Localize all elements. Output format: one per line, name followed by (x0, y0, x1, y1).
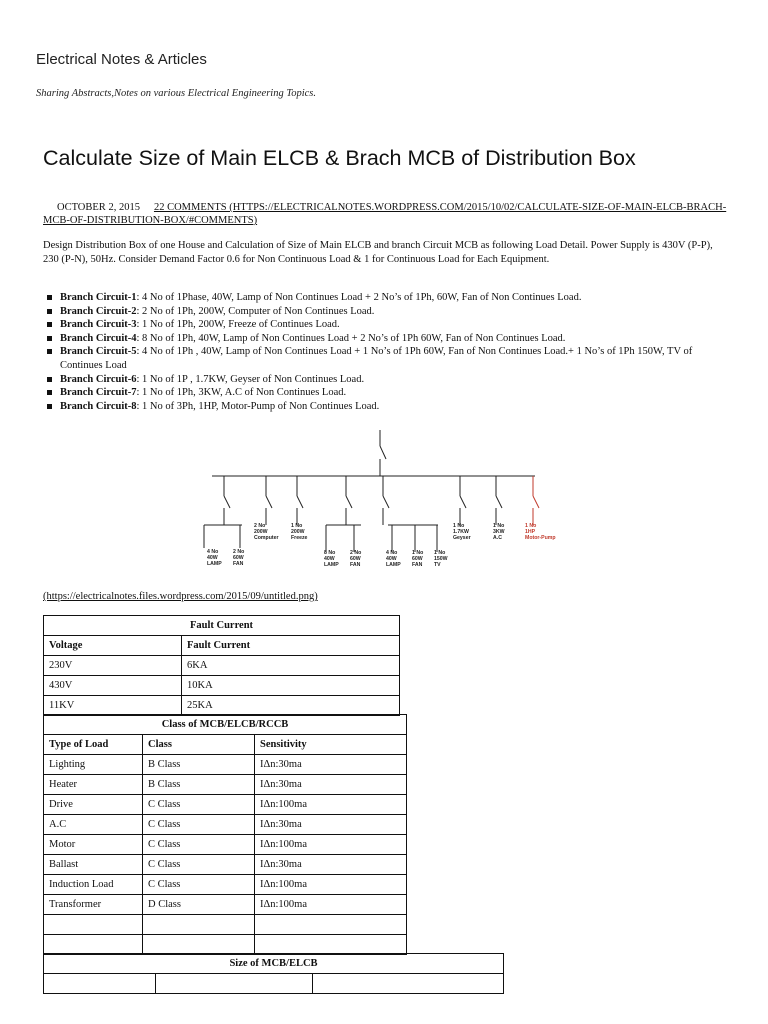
table-row (44, 656, 400, 676)
column-header: Sensitivity (255, 735, 407, 755)
table-cell: IΔn:30ma (255, 775, 407, 795)
diagram-label: Computer (254, 535, 279, 541)
diagram-label: 150W (434, 556, 448, 562)
list-item (43, 318, 723, 332)
table-cell: IΔn:30ma (255, 855, 407, 875)
distribution-box-diagram[interactable] (190, 426, 560, 581)
bullet-icon (47, 309, 52, 314)
branch-switch-line (224, 496, 230, 508)
table-cell (44, 935, 143, 955)
table-cell: C Class (143, 835, 255, 855)
table-cell: IΔn:100ma (255, 875, 407, 895)
diagram-label: 60W (233, 555, 244, 561)
circuit-text: : 4 No of 1Phase, 40W, Lamp of Non Continues Load + 2 No’s of 1Ph, 60W, Fan of Non Continues Load. (136, 292, 582, 303)
table-cell (143, 935, 255, 955)
table-cell: IΔn:100ma (255, 835, 407, 855)
diagram-label: 1.7KW (453, 529, 469, 535)
table-caption: Fault Current (44, 616, 400, 636)
table-cell: Heater (44, 775, 143, 795)
table-cell: A.C (44, 815, 143, 835)
column-header: Type of Load (44, 735, 143, 755)
table-cell: C Class (143, 795, 255, 815)
list-item (43, 291, 723, 305)
table-cell (44, 915, 143, 935)
site-title[interactable]: Electrical Notes & Articles (36, 51, 207, 68)
bullet-icon (47, 336, 52, 341)
image-link[interactable]: (https://electricalnotes.files.wordpress.com/2015/09/untitled.png) (43, 591, 318, 602)
table-cell (156, 974, 313, 994)
table-cell: IΔn:100ma (255, 895, 407, 915)
diagram-label: TV (434, 562, 441, 568)
diagram-label: FAN (412, 562, 423, 568)
circuit-label: Branch Circuit-7 (60, 387, 137, 399)
diagram-label: FAN (350, 562, 361, 568)
table-cell: Drive (44, 795, 143, 815)
table-row (44, 875, 407, 895)
branch-switch-line (346, 496, 352, 508)
circuit-label: Branch Circuit-6 (60, 373, 137, 385)
post-meta (43, 201, 733, 227)
circuit-label: Branch Circuit-2 (60, 305, 137, 317)
table-cell: Lighting (44, 755, 143, 775)
diagram-label: 4 No (207, 549, 219, 555)
circuit-text: : 1 No of 1P , 1.7KW, Geyser of Non Continues Load. (136, 373, 365, 385)
table-cell: D Class (143, 895, 255, 915)
circuit-text: : 2 No of 1Ph, 200W, Computer of Non Continues Load. (136, 305, 375, 317)
diagram-label: A.C (493, 535, 502, 541)
circuit-text: : 4 No of 1Ph , 40W, Lamp of Non Continues Load + 1 No’s of 1Ph 60W, Fan of Non Continues Load.+ 1 No’s of 1Ph 150W, TV of Continues Load (60, 346, 693, 371)
diagram-label: 1HP (525, 529, 536, 535)
branch-switch-line (496, 496, 502, 508)
diagram-label: LAMP (324, 562, 339, 568)
table-cell (255, 915, 407, 935)
diagram-label: 40W (386, 556, 397, 562)
fault-current-table (43, 615, 400, 716)
circuit-label: Branch Circuit-1 (60, 292, 137, 303)
table-cell: IΔn:30ma (255, 815, 407, 835)
table-cell: 25KA (182, 696, 400, 716)
table-cell: 6KA (182, 656, 400, 676)
mcb-class-table (43, 714, 407, 955)
diagram-label: 200W (291, 529, 305, 535)
table-row (44, 935, 407, 955)
table-row (44, 775, 407, 795)
table-cell: C Class (143, 875, 255, 895)
table-row (44, 795, 407, 815)
circuit-label: Branch Circuit-4 (60, 332, 137, 344)
table-caption: Size of MCB/ELCB (44, 954, 504, 974)
diagram-labels (207, 523, 556, 568)
table-cell: IΔn:30ma (255, 755, 407, 775)
diagram-label: 2 No (233, 549, 245, 555)
diagram-label: 1 No (453, 523, 465, 529)
circuit-text: : 1 No of 3Ph, 1HP, Motor-Pump of Non Continues Load. (136, 400, 380, 412)
circuit-label: Branch Circuit-5 (60, 346, 137, 358)
diagram-label: Geyser (453, 535, 471, 541)
bullet-icon (47, 349, 52, 354)
list-item (43, 386, 723, 400)
table-cell (313, 974, 504, 994)
diagram-label: 1 No (291, 523, 303, 529)
site-tagline: Sharing Abstracts,Notes on various Electrical Engineering Topics. (36, 88, 316, 99)
diagram-label: 2 No (254, 523, 266, 529)
table-row (44, 855, 407, 875)
branch-switch-line (383, 496, 389, 508)
branch-switch-line (533, 496, 539, 508)
diagram-label: 4 No (386, 550, 398, 556)
circuit-text: : 8 No of 1Ph, 40W, Lamp of Non Continues Load + 2 No’s of 1Ph 60W, Fan of Non Continues Load. (136, 332, 566, 344)
diagram-label: LAMP (386, 562, 401, 568)
branch-switch-line (297, 496, 303, 508)
column-header: Fault Current (182, 636, 400, 656)
table-cell (44, 974, 156, 994)
table-cell: 430V (44, 676, 182, 696)
table-cell: Motor (44, 835, 143, 855)
branch-switch-line (266, 496, 272, 508)
column-header: Class (143, 735, 255, 755)
diagram-label: Motor-Pump (525, 535, 556, 541)
diagram-label: 40W (207, 555, 218, 561)
table-cell: C Class (143, 855, 255, 875)
table-cell: 10KA (182, 676, 400, 696)
table-row (44, 696, 400, 716)
table-cell: 230V (44, 656, 182, 676)
table-row (44, 755, 407, 775)
diagram-label: LAMP (207, 561, 222, 567)
circuit-text: : 1 No of 1Ph, 200W, Freeze of Continues Load. (136, 319, 340, 331)
list-item (43, 373, 723, 387)
table-cell: 11KV (44, 696, 182, 716)
table-row (44, 895, 407, 915)
table-cell: B Class (143, 755, 255, 775)
list-item (43, 332, 723, 346)
list-item (43, 400, 723, 414)
table-cell: IΔn:100ma (255, 795, 407, 815)
circuit-label: Branch Circuit-3 (60, 319, 137, 331)
bullet-icon (47, 295, 52, 300)
circuit-text: : 1 No of 1Ph, 3KW, A.C of Non Continues Load. (136, 387, 347, 399)
branch-switch-line (460, 496, 466, 508)
table-row (44, 974, 504, 994)
table-cell: B Class (143, 775, 255, 795)
table-row (44, 835, 407, 855)
table-cell: Ballast (44, 855, 143, 875)
table-cell: C Class (143, 815, 255, 835)
circuit-label: Branch Circuit-8 (60, 400, 137, 412)
table-cell (143, 915, 255, 935)
table-caption: Class of MCB/ELCB/RCCB (44, 715, 407, 735)
bullet-icon (47, 322, 52, 327)
column-header: Voltage (44, 636, 182, 656)
table-cell: Transformer (44, 895, 143, 915)
diagram-label: 60W (350, 556, 361, 562)
table-row (44, 815, 407, 835)
comments-link[interactable]: 22 COMMENTS (HTTPS://ELECTRICALNOTES.WORDPRESS.COM/2015/10/02/CALCULATE-SIZE-OF-MAIN-ELCB-BRACH-MCB-OF-DISTRIBUTION-BOX/#COMMENTS) (43, 202, 727, 226)
table-row (44, 676, 400, 696)
diagram-label: Freeze (291, 535, 308, 541)
table-row (44, 915, 407, 935)
bullet-icon (47, 377, 52, 382)
table-cell: Induction Load (44, 875, 143, 895)
diagram-label: FAN (233, 561, 244, 567)
list-item (43, 345, 723, 372)
diagram-label: 1 No (525, 523, 537, 529)
list-item (43, 305, 723, 319)
diagram-label: 3KW (493, 529, 505, 535)
post-date: OCTOBER 2, 2015 (57, 202, 140, 213)
bullet-icon (47, 404, 52, 409)
diagram-label: 200W (254, 529, 268, 535)
mcb-size-table (43, 953, 504, 994)
diagram-label: 1 No (434, 550, 446, 556)
post-title: Calculate Size of Main ELCB & Brach MCB of Distribution Box (43, 146, 636, 170)
diagram-label: 1 No (493, 523, 505, 529)
post-intro: Design Distribution Box of one House and Calculation of Size of Main ELCB and branch Circuit MCB as following Load Detail. Power Supply is 430V (P-P), 230 (P-N), 50Hz. Consider Demand Factor 0.6 for Non Continuous Load & 1 for Continuous Load for Each Equipment. (43, 240, 713, 265)
diagram-label: 40W (324, 556, 335, 562)
diagram-label: 2 No (350, 550, 362, 556)
diagram-label: 1 No (412, 550, 424, 556)
branch-circuit-list (43, 291, 723, 413)
table-cell (255, 935, 407, 955)
bullet-icon (47, 390, 52, 395)
diagram-label: 60W (412, 556, 423, 562)
diagram-label: 8 No (324, 550, 336, 556)
